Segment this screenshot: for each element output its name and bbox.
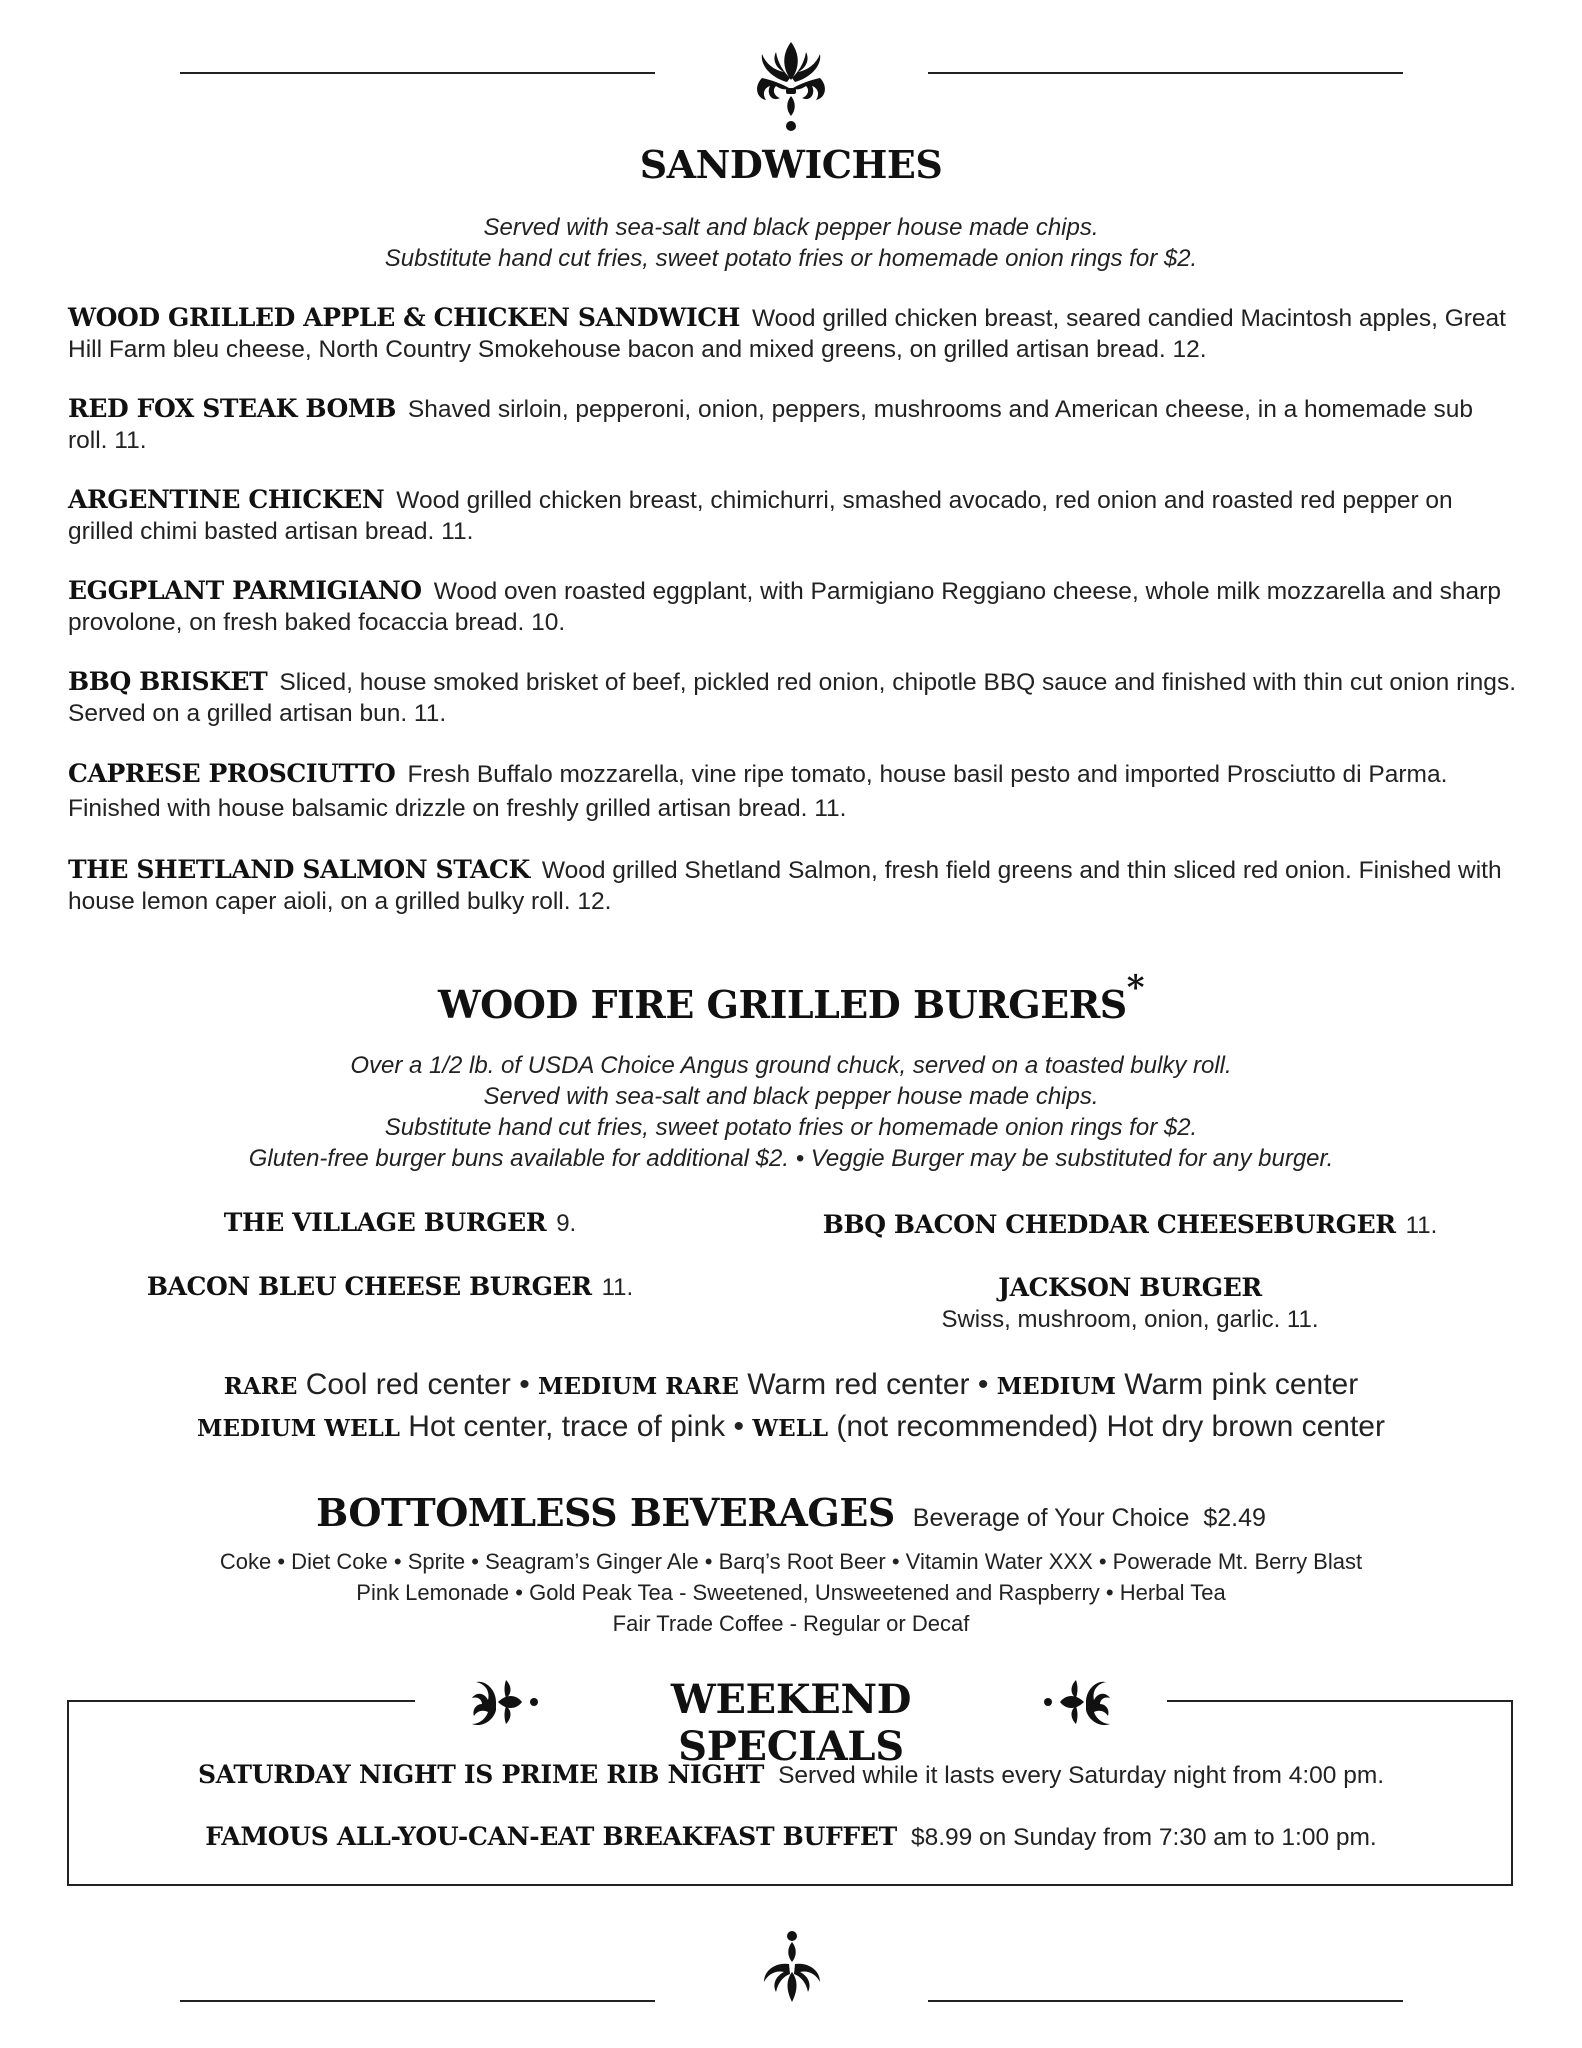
weekend-specials-title: WEEKEND SPECIALS <box>670 1676 912 1770</box>
burger-name: JACKSON BURGER <box>998 1273 1262 1302</box>
item-name: WOOD GRILLED APPLE & CHICKEN SANDWICH <box>68 303 740 332</box>
burgers-title-asterisk: * <box>1126 968 1145 1008</box>
bullet: • <box>977 1368 989 1401</box>
special-description: Served while it lasts every Saturday night from 4:00 pm. <box>778 1762 1385 1789</box>
temp-rare: RARE <box>223 1373 298 1400</box>
list-item <box>68 484 1518 547</box>
fleur-de-lis-bottom-icon <box>756 1928 828 2006</box>
beverages-subtitle: Beverage of Your Choice <box>912 1504 1190 1532</box>
burger-item <box>150 1208 650 1238</box>
sandwiches-intro <box>0 212 1582 274</box>
top-rule-right <box>928 72 1403 74</box>
item-description: Wood grilled chicken breast, chimichurri, smashed avocado, red onion and roasted red pepper on grilled chimi basted artisan bread. 11. <box>68 487 1453 545</box>
beverages-line: Fair Trade Coffee - Regular or Decaf <box>612 1611 970 1636</box>
special-item <box>0 1760 1582 1790</box>
sandwiches-title: SANDWICHES <box>639 142 943 187</box>
beverages-line: Pink Lemonade • Gold Peak Tea - Sweetened, Unsweetened and Raspberry • Herbal Tea <box>356 1580 1226 1605</box>
scroll-right-icon <box>1034 1672 1116 1732</box>
temp-rare-desc: Cool red center <box>305 1368 511 1401</box>
burgers-intro-line: Substitute hand cut fries, sweet potato fries or homemade onion rings for $2. <box>384 1114 1198 1141</box>
sandwiches-intro-line: Substitute hand cut fries, sweet potato fries or homemade onion rings for $2. <box>384 245 1198 272</box>
temp-medium-desc: Warm pink center <box>1124 1368 1359 1401</box>
temp-well-desc: (not recommended) Hot dry brown center <box>836 1410 1385 1443</box>
special-name: FAMOUS ALL-YOU-CAN-EAT BREAKFAST BUFFET <box>205 1822 897 1851</box>
temp-medium-well-desc: Hot center, trace of pink <box>408 1410 726 1443</box>
item-description: Sliced, house smoked brisket of beef, pickled red onion, chipotle BBQ sauce and finished with thin cut onion rings. Served on a grilled artisan bun. 11. <box>68 669 1516 727</box>
temps-line-1 <box>0 1365 1582 1407</box>
item-name: RED FOX STEAK BOMB <box>68 394 396 423</box>
burger-item <box>860 1272 1400 1336</box>
beverages-list <box>0 1546 1582 1639</box>
item-name: THE SHETLAND SALMON STACK <box>68 855 530 884</box>
burgers-intro-line: Gluten-free burger buns available for additional $2. • Veggie Burger may be substituted for any burger. <box>248 1145 1334 1172</box>
list-item <box>68 575 1518 638</box>
item-name: CAPRESE PROSCIUTTO <box>68 759 396 788</box>
bottom-rule-left <box>180 2000 655 2002</box>
burger-name: BBQ BACON CHEDDAR CHEESEBURGER <box>822 1210 1396 1239</box>
beverages-header <box>0 1490 1582 1535</box>
special-description: $8.99 on Sunday from 7:30 am to 1:00 pm. <box>910 1824 1377 1851</box>
burger-price: 9. <box>556 1210 577 1237</box>
fleur-de-lis-top-icon <box>752 38 830 134</box>
burgers-title-text: WOOD FIRE GRILLED BURGERS <box>437 982 1127 1027</box>
temp-medium-rare: MEDIUM RARE <box>538 1373 739 1400</box>
item-name: BBQ BRISKET <box>68 667 268 696</box>
sandwich-list <box>68 302 1518 917</box>
item-description: Wood oven roasted eggplant, with Parmigiano Reggiano cheese, whole milk mozzarella and sharp provolone, on fresh baked focaccia bread. 10. <box>68 578 1501 636</box>
beverages-title: BOTTOMLESS BEVERAGES <box>316 1490 895 1535</box>
temp-medium: MEDIUM <box>996 1373 1116 1400</box>
burgers-intro <box>0 1050 1582 1174</box>
top-rule-left <box>180 72 655 74</box>
item-name: ARGENTINE CHICKEN <box>68 485 385 514</box>
beverages-price: $2.49 <box>1203 1504 1266 1532</box>
list-item <box>68 302 1518 365</box>
item-description: Fresh Buffalo mozzarella, vine ripe tomato, house basil pesto and imported Prosciutto di Parma. Finished with house balsamic drizzle on freshly grilled artisan bread. 11. <box>68 761 1448 822</box>
burger-name: BACON BLEU CHEESE BURGER <box>146 1272 592 1301</box>
burger-item <box>820 1210 1440 1240</box>
burger-description: Swiss, mushroom, onion, garlic. 11. <box>941 1306 1319 1333</box>
bullet: • <box>733 1410 744 1443</box>
list-item <box>68 666 1518 729</box>
burger-price: 11. <box>1405 1212 1438 1239</box>
scroll-left-icon <box>466 1672 548 1732</box>
special-name: SATURDAY NIGHT IS PRIME RIB NIGHT <box>197 1760 765 1789</box>
burger-item <box>130 1272 650 1302</box>
cooking-temperatures <box>0 1365 1582 1449</box>
item-description: Wood grilled Shetland Salmon, fresh field greens and thin sliced red onion. Finished with house lemon caper aioli, on a grilled bulky roll. 12. <box>68 857 1502 915</box>
temp-medium-rare-desc: Warm red center <box>747 1368 970 1401</box>
bullet: • <box>519 1368 530 1401</box>
special-item <box>0 1822 1582 1852</box>
bottom-rule-right <box>928 2000 1403 2002</box>
item-name: EGGPLANT PARMIGIANO <box>68 576 422 605</box>
beverages-line: Coke • Diet Coke • Sprite • Seagram’s Ginger Ale • Barq’s Root Beer • Vitamin Water XXX • Powerade Mt. Berry Blast <box>219 1549 1363 1574</box>
burger-price: 11. <box>601 1274 634 1301</box>
list-item <box>68 757 1518 826</box>
temp-well: WELL <box>752 1415 829 1442</box>
item-description: Wood grilled chicken breast, seared candied Macintosh apples, Great Hill Farm bleu cheese, North Country Smokehouse bacon and mixed greens, on grilled artisan bread. 12. <box>68 305 1506 363</box>
sandwiches-intro-line: Served with sea-salt and black pepper house made chips. <box>483 214 1099 241</box>
burger-name: THE VILLAGE BURGER <box>223 1208 547 1237</box>
burgers-intro-line: Served with sea-salt and black pepper house made chips. <box>483 1083 1099 1110</box>
item-description: Shaved sirloin, pepperoni, onion, peppers, mushrooms and American cheese, in a homemade sub roll. 11. <box>68 396 1473 454</box>
temps-line-2 <box>0 1407 1582 1449</box>
list-item <box>68 393 1518 456</box>
burgers-title <box>0 968 1582 1027</box>
list-item <box>68 854 1518 917</box>
temp-medium-well: MEDIUM WELL <box>197 1415 400 1442</box>
burgers-intro-line: Over a 1/2 lb. of USDA Choice Angus ground chuck, served on a toasted bulky roll. <box>350 1052 1232 1079</box>
